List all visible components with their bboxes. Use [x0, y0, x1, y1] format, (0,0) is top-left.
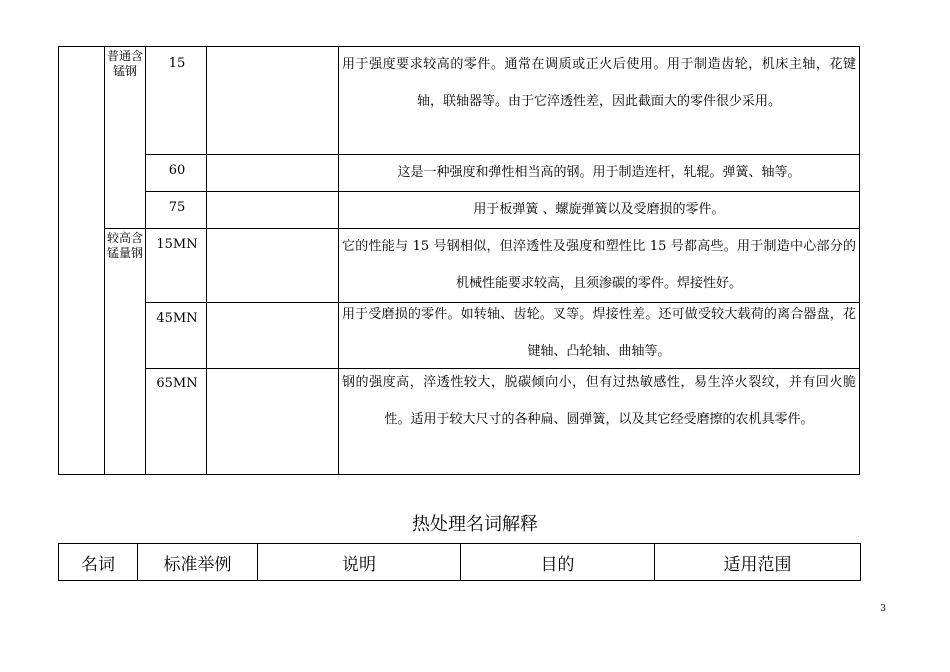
- table-header-row: [59, 544, 861, 581]
- category-cell: 较高含锰量钢: [106, 231, 143, 260]
- description-cell: 它的性能与 15 号钢相似，但淬透性及强度和塑性比 15 号都高些。用于制造中心部分的机械性能要求较高，且须渗碳的零件。焊接性好。: [342, 239, 856, 291]
- description-cell: 用于板弹簧 、螺旋弹簧以及受磨损的零件。: [473, 202, 725, 217]
- column-divider: [206, 46, 207, 475]
- description-cell: 用于受磨损的零件。如转轴、齿轮。叉等。焊接性差。还可做受较大载荷的离合器盘，花键轴、凸轮轴、曲轴等。: [342, 307, 856, 359]
- category-cell: 普通含锰钢: [106, 49, 143, 78]
- description-cell: 这是一种强度和弹性相当高的钢。用于制造连杆，轧辊。弹簧、轴等。: [397, 165, 801, 180]
- table-border-right: [859, 46, 860, 475]
- heat-treatment-terms-table: [58, 543, 861, 581]
- column-header-scope: 适用范围: [655, 544, 861, 581]
- column-divider: [338, 46, 339, 475]
- description-cell: 用于强度要求较高的零件。通常在调质或正火后使用。用于制造齿轮，机床主轴，花键轴，联轴器等。由于它淬透性差，因此截面大的零件很少采用。: [342, 57, 856, 109]
- column-header-standard-example: 标准举例: [138, 544, 258, 581]
- column-header-purpose: 目的: [461, 544, 655, 581]
- grade-cell: 65MN: [156, 376, 198, 391]
- section-title: 热处理名词解释: [412, 514, 538, 535]
- description-cell: 钢的强度高，淬透性较大，脱碳倾向小，但有过热敏感性，易生淬火裂纹，并有回火脆性。适用于较大尺寸的各种扁、圆弹簧，以及其它经受磨擦的农机具零件。: [342, 375, 856, 427]
- table-border-bottom: [58, 474, 860, 475]
- grade-cell: 15MN: [156, 237, 198, 252]
- page-number: 3: [880, 604, 886, 614]
- grade-cell: 75: [168, 200, 186, 215]
- column-header-term: 名词: [59, 544, 138, 581]
- column-divider: [145, 46, 146, 475]
- grade-cell: 15: [168, 56, 186, 71]
- table-border-left: [58, 46, 59, 475]
- steel-properties-table: [58, 46, 860, 475]
- grade-cell: 45MN: [156, 311, 198, 326]
- column-header-description: 说明: [258, 544, 461, 581]
- grade-cell: 60: [168, 163, 186, 178]
